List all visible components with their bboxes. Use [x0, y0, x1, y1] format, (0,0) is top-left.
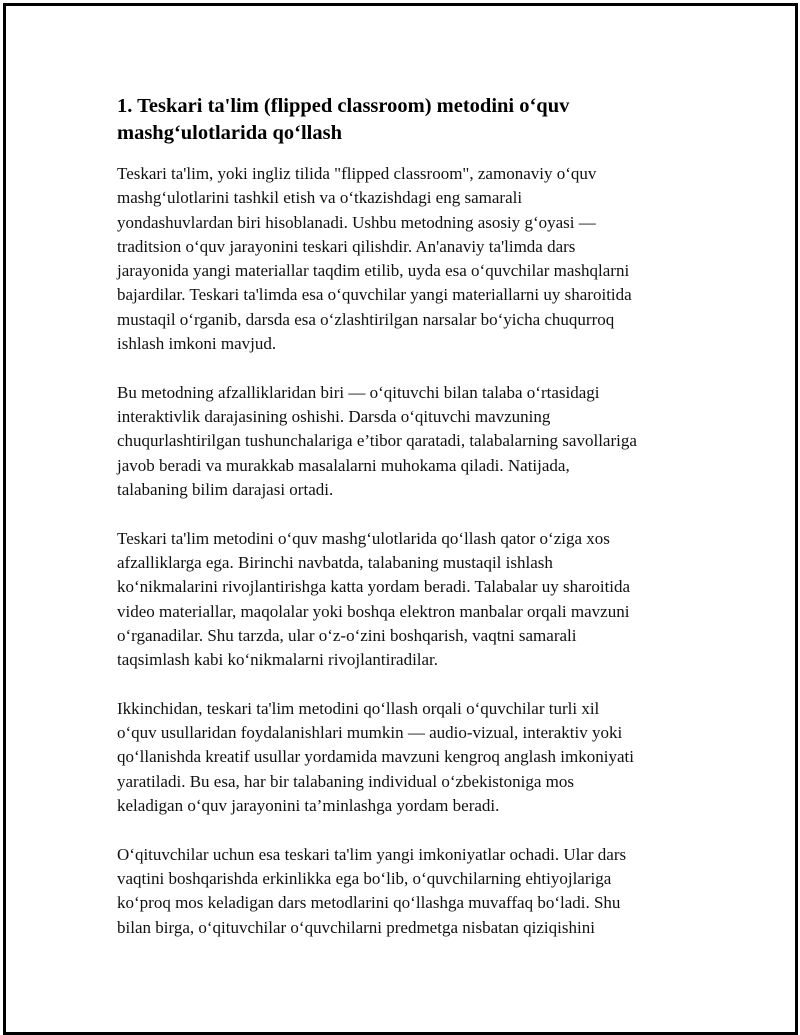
text-line: Bu metodning afzalliklaridan biri — o‘qituvchi bilan talaba o‘rtasidagi: [117, 382, 600, 402]
text-line: bilan birga, o‘qituvchilar o‘quvchilarni predmetga nisbatan qiziqishini: [117, 917, 595, 937]
text-line: Teskari ta'lim, yoki ingliz tilida "flipped classroom", zamonaviy o‘quv: [117, 164, 597, 183]
text-line: traditsion o‘quv jarayonini teskari qilishdir. An'anaviy ta'limda dars: [117, 236, 576, 256]
text-line: o‘quv usullaridan foydalanishlari mumkin — audio-vizual, interaktiv yoki: [117, 723, 623, 743]
text-line: chuqurlashtirilgan tushunchalariga e’tibor qaratadi, talabalarning savollariga: [117, 431, 637, 451]
document-body: [117, 93, 692, 964]
text-line: vaqtini boshqarishda erkinlikka ega bo‘lib, o‘quvchilarning ehtiyojlariga: [117, 868, 612, 888]
heading-line: mashg‘ulotlarida qo‘llash: [117, 122, 342, 144]
section-heading: [117, 93, 692, 147]
text-line: video materiallar, maqolalar yoki boshqa elektron manbalar orqali mavzuni: [117, 601, 630, 621]
text-line: yondashuvlardan biri hisoblanadi. Ushbu metodning asosiy g‘oyasi —: [117, 212, 596, 232]
text-line: O‘qituvchilar uchun esa teskari ta'lim yangi imkoniyatlar ochadi. Ular dars: [117, 844, 627, 864]
paragraph-1: [117, 162, 692, 356]
paragraph-5: [117, 843, 692, 940]
text-line: mustaqil o‘rganib, darsda esa o‘zlashtirilgan narsalar bo‘yicha chuqurroq: [117, 309, 615, 329]
heading-line: 1. Teskari ta'lim (flipped classroom) metodini o‘quv: [117, 95, 570, 117]
text-line: keladigan o‘quv jarayonini ta’minlashga yordam beradi.: [117, 796, 500, 815]
text-line: talabaning bilim darajasi ortadi.: [117, 479, 334, 499]
paragraph-2: [117, 381, 692, 502]
text-line: ko‘proq mos keladigan dars metodlarini qo‘llashga muvaffaq bo‘ladi. Shu: [117, 893, 621, 913]
paragraph-3: [117, 527, 692, 673]
text-line: jarayonida yangi materiallar taqdim etilib, uyda esa o‘quvchilar mashqlarni: [117, 261, 630, 281]
paragraph-4: [117, 697, 692, 818]
text-line: afzalliklarga ega. Birinchi navbatda, talabaning mustaqil ishlash: [117, 552, 553, 572]
text-line: Ikkinchidan, teskari ta'lim metodini qo‘llash orqali o‘quvchilar turli xil: [117, 698, 600, 718]
text-line: qo‘llanishda kreatif usullar yordamida mavzuni kengroq anglash imkoniyati: [117, 747, 634, 767]
text-line: yaratiladi. Bu esa, har bir talabaning individual o‘zbekistoniga mos: [117, 771, 574, 791]
text-line: interaktivlik darajasining oshishi. Darsda o‘qituvchi mavzuning: [117, 407, 551, 427]
text-line: bajardilar. Teskari ta'limda esa o‘quvchilar yangi materiallarni uy sharoitida: [117, 285, 632, 305]
text-line: javob beradi va murakkab masalalarni muhokama qiladi. Natijada,: [117, 455, 570, 475]
text-line: Teskari ta'lim metodini o‘quv mashg‘ulotlarida qo‘llash qator o‘ziga xos: [117, 528, 610, 548]
text-line: o‘rganadilar. Shu tarzda, ular o‘z-o‘zini boshqarish, vaqtni samarali: [117, 625, 577, 645]
text-line: taqsimlash kabi ko‘nikmalarni rivojlantiradilar.: [117, 650, 439, 670]
text-line: ko‘nikmalarini rivojlantirishga katta yordam beradi. Talabalar uy sharoitida: [117, 577, 631, 597]
text-line: ishlash imkoni mavjud.: [117, 334, 277, 354]
text-line: mashg‘ulotlarini tashkil etish va o‘tkazishdagi eng samarali: [117, 188, 523, 208]
